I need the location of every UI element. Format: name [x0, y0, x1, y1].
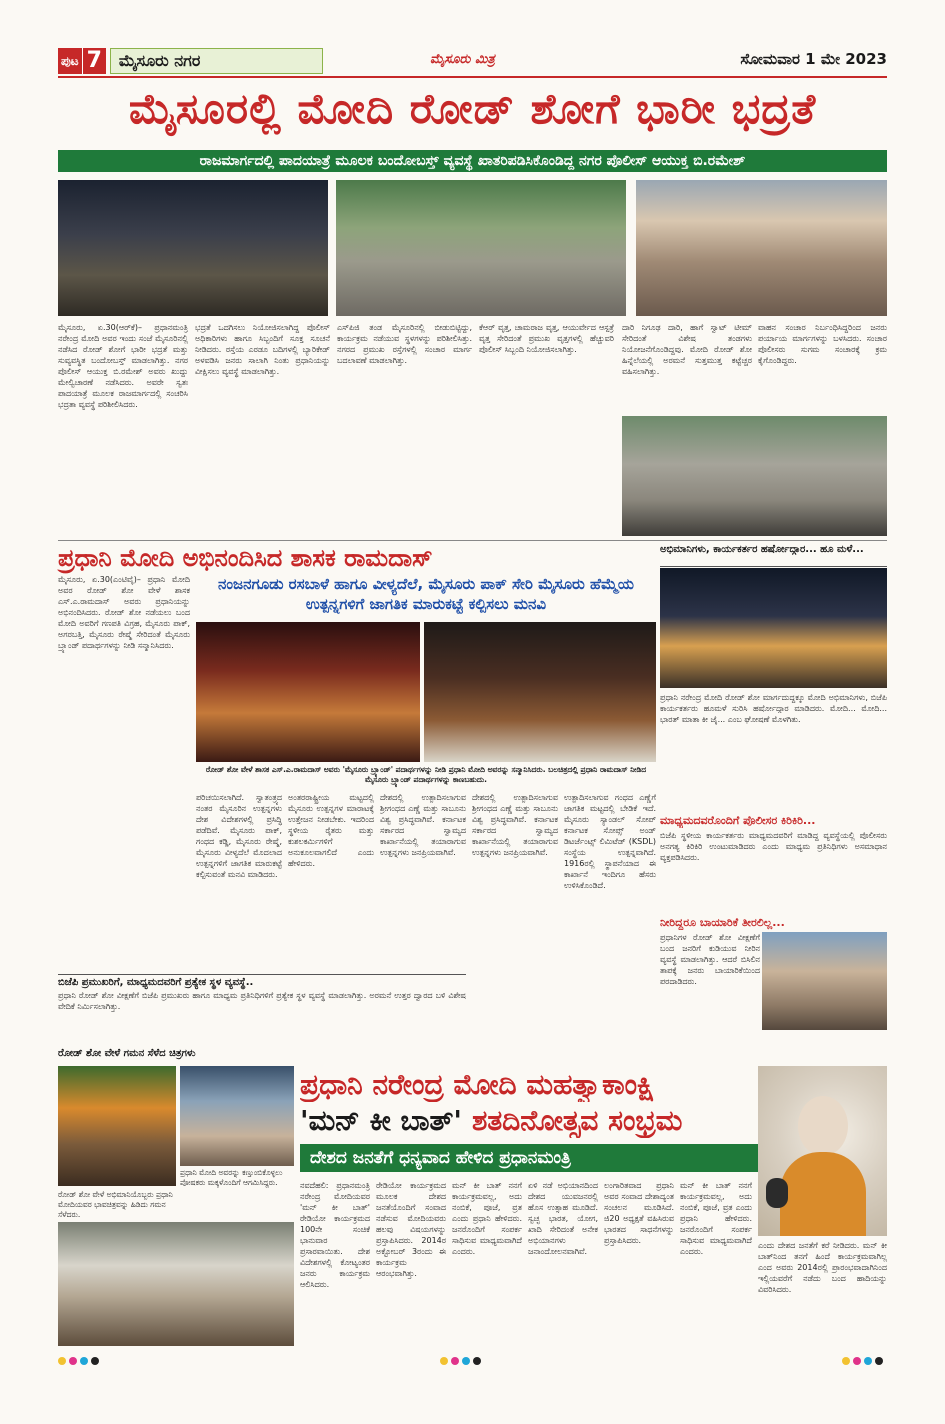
main-subheadline: ರಾಜಮಾರ್ಗದಲ್ಲಿ ಪಾದಯಾತ್ರೆ ಮೂಲಕ ಬಂದೋಬಸ್ತ್ ವ್ಯವಸ್ಥೆ ಖಾತರಿಪಡಿಸಿಕೊಂಡಿದ್ದ ನಗರ ಪೊಲೀಸ್ ಆಯುಕ್ತ ಬಿ.ರಮೇಶ್: [58, 150, 887, 172]
registration-marks-left: [58, 1350, 102, 1369]
story2-col4b: ದೇಶದಲ್ಲಿ ಉತ್ಪಾದಿಸಲಾಗುವ ಶ್ರೀಗಂಧದ ಎಣ್ಣೆ ಮತ್ತು ಸಾಬೂನು ವಿಶ್ವ ಪ್ರಸಿದ್ಧವಾಗಿವೆ. ಕರ್ನಾಟಕ ಸರ್ಕಾರದ ಸ್ವಾಮ್ಯದ ಕಾರ್ಖಾನೆಯಲ್ಲಿ ತಯಾರಾಗುವ ಉತ್ಪನ್ನಗಳು ಜನಪ್ರಿಯವಾಗಿವೆ.: [472, 793, 558, 857]
page-header-left: [58, 48, 323, 74]
story2-headline: ಪ್ರಧಾನಿ ಮೋದಿ ಅಭಿನಂದಿಸಿದ ಶಾಸಕ ರಾಮದಾಸ್: [58, 544, 433, 572]
bjp-media-box-title: ಬಿಜೆಪಿ ಪ್ರಮುಖರಿಗೆ, ಮಾಧ್ಯಮದವರಿಗೆ ಪ್ರತ್ಯೇಕ ಸ್ಥಳ ವ್ಯವಸ್ಥೆ..: [58, 977, 254, 988]
sidebar-fans: [660, 544, 887, 567]
registration-marks-right: [842, 1350, 886, 1369]
story2-col2: ಪರಿಚಯಿಸಲಾಗಿದೆ. ಸ್ವಾತಂತ್ರ್ಯದ ನಂತರ ಮೈಸೂರಿನ ಉತ್ಪನ್ನಗಳು ದೇಶ ವಿದೇಶಗಳಲ್ಲಿ ಪ್ರಸಿದ್ಧಿ ಪಡೆದಿವೆ. ಮೈಸೂರು ಪಾಕ್, ಗಂಧದ ಕಡ್ಡಿ, ಮೈಸೂರು ರೇಷ್ಮೆ, ಮೈಸೂರು ವೀಳ್ಯದೆಲೆ ಮೊದಲಾದ ಉತ್ಪನ್ನಗಳಿಗೆ ಜಾಗತಿಕ ಮಾರುಕಟ್ಟೆ ಕಲ್ಪಿಸುವಂತೆ ಮನವಿ ಮಾಡಿದರು.: [196, 793, 282, 879]
story1-col6: ವಾಹನ ಸಂಚಾರ ನಿರ್ಬಂಧಿಸಿದ್ದರಿಂದ ಜನರು ಪರ್ಯಾಯ ಮಾರ್ಗಗಳನ್ನು ಬಳಸಿದರು. ಸಂಚಾರ ಪೊಲೀಸರು ಸುಗಮ ಸಂಚಾರಕ್ಕೆ ಕ್ರಮ ಕೈಗೊಂಡಿದ್ದರು.: [758, 323, 887, 365]
story1-col1: ಮೈಸೂರು, ಏ.30(ಆರ್‌ಕೆ)– ಪ್ರಧಾನಮಂತ್ರಿ ನರೇಂದ್ರ ಮೋದಿ ಅವರ ಇಂದು ಸಂಜೆ ಮೈಸೂರಿನಲ್ಲಿ ನಡೆಸಿದ ರೋಡ್ ಶೋಗೆ ಭಾರೀ ಭದ್ರತೆ ಮತ್ತು ಸುವ್ಯವಸ್ಥಿತ ಬಂದೋಬಸ್ತ್ ಮಾಡಲಾಗಿತ್ತು. ನಗರ ಪೊಲೀಸ್ ಆಯುಕ್ತ ಬಿ.ರಮೇಶ್ ಅವರು ಖುದ್ದು ಮೇಲ್ವಿಚಾರಣೆ ನಡೆಸಿದರು. ಅವರೇ ಸ್ವತಃ ಪಾದಯಾತ್ರೆ ಮೂಲಕ ರಾಜಮಾರ್ಗದಲ್ಲಿ ಸಂಚರಿಸಿ ಭದ್ರತಾ ವ್ಯವಸ್ಥೆ ಪರಿಶೀಲಿಸಿದರು.: [58, 323, 188, 409]
mkb-col5b: ಮನ್ ಕೀ ಬಾತ್ ನನಗೆ ಕಾರ್ಯಕ್ರಮವಲ್ಲ, ಅದು ನಂಬಿಕೆ, ಪೂಜೆ, ವ್ರತ ಎಂದು ಪ್ರಧಾನಿ ಹೇಳಿದರು. ಜನರೊಂದಿಗೆ ಸಂಪರ್ಕ ಸಾಧಿಸುವ ಮಾಧ್ಯಮವಾಗಿದೆ ಎಂದರು.: [680, 1181, 752, 1256]
story2-deck: ನಂಜನಗೂಡು ರಸಬಾಳೆ ಹಾಗೂ ವೀಳ್ಯದೆಲೆ, ಮೈಸೂರು ಪಾಕ್ ಸೇರಿ ಮೈಸೂರು ಹೆಮ್ಮೆಯ ಉತ್ಪನ್ನಗಳಿಗೆ ಜಾಗತಿಕ ಮಾರುಕಟ್ಟೆ ಕಲ್ಪಿಸಲು ಮನವಿ: [218, 575, 634, 613]
photo-mysuru-brand-gifts: [424, 622, 656, 762]
mkb-col1: ನವದೆಹಲಿ: ಪ್ರಧಾನಮಂತ್ರಿ ನರೇಂದ್ರ ಮೋದಿಯವರ 'ಮನ್ ಕೀ ಬಾತ್' ರೇಡಿಯೋ ಕಾರ್ಯಕ್ರಮದ 100ನೇ ಸಂಚಿಕೆ ಭಾನುವಾರ ಪ್ರಸಾರವಾಯಿತು. ದೇಶ ವಿದೇಶಗಳಲ್ಲಿ ಕೋಟ್ಯಂತರ ಜನರು ಕಾರ್ಯಕ್ರಮ ಆಲಿಸಿದರು.: [300, 1181, 370, 1289]
story2-photo-caption: ರೋಡ್ ಶೋ ವೇಳೆ ಶಾಸಕ ಎಸ್.ಎ.ರಾಮದಾಸ್ ಅವರು 'ಮೈಸೂರು ಬ್ರ್ಯಾಂಡ್' ಪದಾರ್ಥಗಳನ್ನು ನೀಡಿ ಪ್ರಧಾನಿ ಮೋದಿ ಅವರನ್ನು ಸನ್ಮಾನಿಸಿದರು. ಬಲಚಿತ್ರದಲ್ಲಿ ಪ್ರಧಾನಿ ರಾಮದಾಸ್ ನೀಡಿದ ಮೈಸೂರು ಬ್ರ್ಯಾಂಡ್ ಪದಾರ್ಥಗಳನ್ನು ಕಾಣಬಹುದು.: [205, 765, 647, 784]
mkb-col5: ಲಂಗಾರಿತವಾದ ಪ್ರಧಾನಿ ಅವರ ಸಂವಾದ ದೇಶಾದ್ಯಂತ ಸಂಚಲನ ಮೂಡಿಸಿದೆ. ಜಿ20 ಅಧ್ಯಕ್ಷತೆ ವಹಿಸಿರುವ ಭಾರತದ ಸಾಧನೆಗಳನ್ನು ಪ್ರಸ್ತಾಪಿಸಿದರು.: [604, 1181, 674, 1245]
mkb-headline-celebration: ಶತದಿನೋತ್ಸವ ಸಂಭ್ರಮ: [472, 1104, 683, 1137]
photo-flower-shower: [660, 568, 887, 688]
header-rule: [58, 76, 887, 78]
bjp-media-box: [58, 974, 466, 1047]
story1-col3: ಎಸ್‌ಪಿಜಿ ತಂಡ ಮೈಸೂರಿನಲ್ಲಿ ಬೀಡುಬಿಟ್ಟಿದ್ದು, ಕಾರ್ಯಕ್ರಮ ನಡೆಯುವ ಸ್ಥಳಗಳನ್ನು ಪರಿಶೀಲಿಸಿತ್ತು. ನಗರದ ಪ್ರಮುಖ ರಸ್ತೆಗಳಲ್ಲಿ ಸಂಚಾರ ಮಾರ್ಗ ಬದಲಾವಣೆ ಮಾಡಲಾಗಿತ್ತು.: [337, 323, 472, 365]
water-section-text: ಪ್ರಧಾನಿಗಳ ರೋಡ್ ಶೋ ವೀಕ್ಷಣೆಗೆ ಬಂದ ಜನರಿಗೆ ಕುಡಿಯುವ ನೀರಿನ ವ್ಯವಸ್ಥೆ ಮಾಡಲಾಗಿತ್ತು. ಆದರೆ ಬಿಸಿಲಿನ ತಾಪಕ್ಕೆ ಜನರು ಬಾಯಾರಿಕೆಯಿಂದ ಪರದಾಡಿದರು.: [660, 933, 760, 986]
media-section-text: ಬಿಜೆಪಿ ಸ್ಥಳೀಯ ಕಾರ್ಯಕರ್ತರು ಮಾಧ್ಯಮದವರಿಗೆ ಮಾಡಿದ್ದ ವ್ಯವಸ್ಥೆಯಲ್ಲಿ ಪೊಲೀಸರು ಅನಗತ್ಯ ಕಿರಿಕಿರಿ ಉಂಟುಮಾಡಿದರು ಎಂದು ಮಾಧ್ಯಮ ಪ್ರತಿನಿಧಿಗಳು ಅಸಮಾಧಾನ ವ್ಯಕ್ತಪಡಿಸಿದರು.: [660, 831, 887, 862]
story2-col1: ಮೈಸೂರು, ಏ.30(ಎಂಟಿವೈ)– ಪ್ರಧಾನಿ ಮೋದಿ ಅವರ ರೋಡ್ ಶೋ ವೇಳೆ ಶಾಸಕ ಎಸ್.ಎ.ರಾಮದಾಸ್ ಅವರು ಪ್ರಧಾನಿಯನ್ನು ಅಭಿನಂದಿಸಿದರು. ರೋಡ್ ಶೋ ನಡೆಯಲು ಬಂದ ಮೋದಿ ಅವರಿಗೆ ಗಣಪತಿ ವಿಗ್ರಹ, ಮೈಸೂರು ಪಾಕ್, ಅಗರಬತ್ತಿ, ಮೈಸೂರು ರೇಷ್ಮೆ ಸೇರಿದಂತೆ ಮೈಸೂರು ಬ್ರ್ಯಾಂಡ್ ಪದಾರ್ಥಗಳನ್ನು ನೀಡಿ ಸನ್ಮಾನಿಸಿದರು.: [58, 575, 190, 650]
registration-marks-center: [440, 1350, 484, 1369]
sidebar-fans-title: ಅಭಿಮಾನಿಗಳು, ಕಾರ್ಯಕರ್ತರ ಹರ್ಷೋದ್ಗಾರ... ಹೂ ಮಳೆ...: [660, 544, 864, 555]
sidebar-fans-text: ಪ್ರಧಾನಿ ನರೇಂದ್ರ ಮೋದಿ ರೋಡ್ ಶೋ ಮಾರ್ಗದುದ್ದಕ್ಕೂ ಮೋದಿ ಅಭಿಮಾನಿಗಳು, ಬಿಜೆಪಿ ಕಾರ್ಯಕರ್ತರು ಹೂಮಳೆ ಸುರಿಸಿ ಹರ್ಷೋದ್ಗಾರ ಮಾಡಿದರು. ಮೋದಿ... ಮೋದಿ... ಭಾರತ್ ಮಾತಾ ಕೀ ಜೈ... ಎಂಬ ಘೋಷಣೆ ಮೊಳಗಿತು.: [660, 693, 887, 724]
photo-police-crowd: [636, 180, 887, 316]
photo-caption-1: ರೋಡ್ ಶೋ ವೇಳೆ ಅಭಿಮಾನಿಯೊಬ್ಬರು ಪ್ರಧಾನಿ ಮೋದಿಯವರ ಭಾವಚಿತ್ರವನ್ನು ಹಿಡಿದು ಗಮನ ಸೆಳೆದರು.: [58, 1190, 173, 1219]
photo-ramdas-honours-modi: [196, 622, 420, 762]
mkb-headline-line2: [300, 1104, 760, 1138]
photos-box-header: [58, 1048, 294, 1064]
mkb-col3: ಮನ್ ಕೀ ಬಾತ್ ನನಗೆ ಕಾರ್ಯಕ್ರಮವಲ್ಲ, ಅದು ನಂಬಿಕೆ, ಪೂಜೆ, ವ್ರತ ಎಂದು ಪ್ರಧಾನಿ ಹೇಳಿದರು. ಜನರೊಂದಿಗೆ ಸಂಪರ್ಕ ಸಾಧಿಸುವ ಮಾಧ್ಯಮವಾಗಿದೆ ಎಂದರು.: [452, 1181, 522, 1256]
main-headline: ಮೈಸೂರಲ್ಲಿ ಮೋದಿ ರೋಡ್ ಶೋಗೆ ಭಾರೀ ಭದ್ರತೆ: [128, 84, 817, 133]
story1-col5: ದಾರಿ ನಿಗೂಢ ದಾರಿ, ಹಾಗೆ ಸ್ವಾಟ್ ಟೀಮ್ ಸೇರಿದಂತೆ ವಿಶೇಷ ತಂಡಗಳು ನಿಯೋಜನೆಗೊಂಡಿದ್ದವು. ಮೋದಿ ರೋಡ್ ಶೋ ಹಿನ್ನೆಲೆಯಲ್ಲಿ ಅರಮನೆ ಸುತ್ತಮುತ್ತ ಕಟ್ಟೆಚ್ಚರ ವಹಿಸಲಾಗಿತ್ತು.: [622, 323, 752, 376]
page-number: 7: [82, 48, 106, 74]
page-tag: ಪುಟ: [58, 48, 82, 74]
water-section-title: ನೀರಿದ್ದರೂ ಬಾಯಾರಿಕೆ ತೀರಲಿಲ್ಲ...: [660, 916, 785, 929]
modi-portrait-jacket: [780, 1152, 866, 1236]
issue-date: ಸೋಮವಾರ 1 ಮೇ 2023: [740, 50, 887, 68]
photo-road-security: [622, 416, 887, 536]
paper-name: ಮೈಸೂರು ಮಿತ್ರ: [430, 52, 495, 67]
mkb-col6: ಎಂದು ದೇಶದ ಜನತೆಗೆ ಕರೆ ನೀಡಿದರು. ಮನ್ ಕೀ ಬಾತ್‌ನಿಂದ ತನಗೆ ಹಿಂದೆ ಕಾರ್ಯಕ್ರಮವಾಗಿಲ್ಲ ಎಂದ ಅವರು 2014ರಲ್ಲಿ ಪ್ರಾರಂಭವಾದಾಗಿನಿಂದ ಇಲ್ಲಿಯವರೆಗೆ ನಡೆದು ಬಂದ ಹಾದಿಯನ್ನು ವಿವರಿಸಿದರು.: [758, 1241, 887, 1294]
mkb-headline-line1: ಪ್ರಧಾನಿ ನರೇಂದ್ರ ಮೋದಿ ಮಹತ್ವಾಕಾಂಕ್ಷಿ: [300, 1068, 655, 1101]
story1-bottom-rule: [58, 540, 887, 541]
story2-col4: ದೇಶದಲ್ಲಿ ಉತ್ಪಾದಿಸಲಾಗುವ ಶ್ರೀಗಂಧದ ಎಣ್ಣೆ ಮತ್ತು ಸಾಬೂನು ವಿಶ್ವ ಪ್ರಸಿದ್ಧವಾಗಿವೆ. ಕರ್ನಾಟಕ ಸರ್ಕಾರದ ಸ್ವಾಮ್ಯದ ಕಾರ್ಖಾನೆಯಲ್ಲಿ ತಯಾರಾಗುವ ಉತ್ಪನ್ನಗಳು ಜನಪ್ರಿಯವಾಗಿವೆ.: [380, 793, 466, 857]
mkb-subheadline-bar: ದೇಶದ ಜನತೆಗೆ ಧನ್ಯವಾದ ಹೇಳಿದ ಪ್ರಧಾನಮಂತ್ರಿ: [300, 1144, 764, 1172]
modi-portrait-face: [798, 1096, 848, 1156]
section-title: ಮೈಸೂರು ನಗರ: [110, 48, 323, 74]
photo-folk-drummers: [58, 1222, 294, 1346]
photos-box-title: ರೋಡ್ ಶೋ ವೇಳೆ ಗಮನ ಸೆಳೆದ ಚಿತ್ರಗಳು: [58, 1048, 196, 1059]
photo-caption-2: ಪ್ರಧಾನಿ ಮೋದಿ ಅವರನ್ನು ಕಣ್ತುಂಬಿಕೊಳ್ಳಲು ಪೋಷಕರು ಮಕ್ಕಳೊಂದಿಗೆ ಆಗಮಿಸಿದ್ದರು.: [180, 1168, 283, 1187]
photo-fan-with-portrait: [58, 1066, 176, 1186]
media-section-title: ಮಾಧ್ಯಮದವರೊಂದಿಗೆ ಪೊಲೀಸರ ಕಿರಿಕಿರಿ...: [660, 814, 816, 827]
story2-col3: ಅಂತರರಾಷ್ಟ್ರೀಯ ಮಟ್ಟದಲ್ಲಿ ಮೈಸೂರು ಉತ್ಪನ್ನಗಳ ಮಾರಾಟಕ್ಕೆ ಉತ್ತೇಜನ ನೀಡಬೇಕು. ಇದರಿಂದ ಸ್ಥಳೀಯ ರೈತರು ಮತ್ತು ಕುಶಲಕರ್ಮಿಗಳಿಗೆ ಅನುಕೂಲವಾಗಲಿದೆ ಎಂದು ಹೇಳಿದರು.: [288, 793, 374, 868]
story1-col4: ಕೆಆರ್ ವೃತ್ತ, ಚಾಮರಾಜ ವೃತ್ತ, ಆಯುರ್ವೇದ ಆಸ್ಪತ್ರೆ ವೃತ್ತ ಸೇರಿದಂತೆ ಪ್ರಮುಖ ವೃತ್ತಗಳಲ್ಲಿ ಹೆಚ್ಚುವರಿ ಪೊಲೀಸ್ ಸಿಬ್ಬಂದಿ ನಿಯೋಜಿಸಲಾಗಿತ್ತು.: [479, 323, 614, 354]
mkb-col2: ರೇಡಿಯೋ ಕಾರ್ಯಕ್ರಮದ ಮೂಲಕ ದೇಶದ ಜನತೆಯೊಂದಿಗೆ ಸಂವಾದ ನಡೆಸುವ ಮೋದಿಯವರು ಹಲವು ವಿಷಯಗಳನ್ನು ಪ್ರಸ್ತಾಪಿಸಿದರು. 2014ರ ಅಕ್ಟೋಬರ್ 3ರಂದು ಈ ಕಾರ್ಯಕ್ರಮ ಆರಂಭವಾಗಿತ್ತು.: [376, 1181, 446, 1278]
photo-commissioner-walk: [58, 180, 328, 316]
photo-water-stall: [762, 932, 887, 1030]
bjp-media-box-text: ಪ್ರಧಾನಿ ರೋಡ್ ಶೋ ವೀಕ್ಷಣೆಗೆ ಬಿಜೆಪಿ ಪ್ರಮುಖರು ಹಾಗೂ ಮಾಧ್ಯಮ ಪ್ರತಿನಿಧಿಗಳಿಗೆ ಪ್ರತ್ಯೇಕ ಸ್ಥಳ ವ್ಯವಸ್ಥೆ ಮಾಡಲಾಗಿತ್ತು. ಅರಮನೆ ಉತ್ತರ ದ್ವಾರದ ಬಳಿ ವಿಶೇಷ ವೇದಿಕೆ ನಿರ್ಮಿಸಲಾಗಿತ್ತು.: [58, 991, 466, 1011]
story2-col5: ಉತ್ಪಾದಿಸಲಾಗುವ ಗಂಧದ ಎಣ್ಣೆಗೆ ಜಾಗತಿಕ ಮಟ್ಟದಲ್ಲಿ ಬೇಡಿಕೆ ಇದೆ. ಮೈಸೂರು ಸ್ಯಾಂಡಲ್ ಸೋಪ್ ಕರ್ನಾಟಕ ಸೋಪ್ಸ್ ಅಂಡ್ ಡಿಟರ್ಜೆಂಟ್ಸ್ ಲಿಮಿಟೆಡ್ (KSDL) ಸಂಸ್ಥೆಯ ಉತ್ಪನ್ನವಾಗಿದೆ. 1916ರಲ್ಲಿ ಸ್ಥಾಪನೆಯಾದ ಈ ಕಾರ್ಖಾನೆ ಇಂದಿಗೂ ಹೆಸರು ಉಳಿಸಿಕೊಂಡಿದೆ.: [564, 793, 656, 890]
photo-police-barricade: [336, 180, 626, 316]
microphone-icon: [766, 1178, 788, 1208]
story1-col2: ಭದ್ರತೆ ಒದಗಿಸಲು ನಿಯೋಜಿಸಲಾಗಿದ್ದ ಪೊಲೀಸ್ ಅಧಿಕಾರಿಗಳು ಹಾಗೂ ಸಿಬ್ಬಂದಿಗೆ ಸೂಕ್ತ ಸೂಚನೆ ನೀಡಿದರು. ರಸ್ತೆಯ ಎರಡೂ ಬದಿಗಳಲ್ಲಿ ಬ್ಯಾರಿಕೇಡ್ ಅಳವಡಿಸಿ ಜನರು ಸಾಲಾಗಿ ನಿಂತು ಪ್ರಧಾನಿಯನ್ನು ವೀಕ್ಷಿಸಲು ವ್ಯವಸ್ಥೆ ಮಾಡಲಾಗಿತ್ತು.: [195, 323, 330, 376]
mkb-headline-program: 'ಮನ್ ಕೀ ಬಾತ್': [300, 1104, 462, 1137]
photo-parent-with-child: [180, 1066, 294, 1166]
photo-modi-mann-ki-baat: [758, 1066, 887, 1236]
mkb-col4: ಏಳಿ ನಡೆ ಅಭಿಯಾನದಿಂದ ದೇಶದ ಯುವಜನರಲ್ಲಿ ಹೊಸ ಉತ್ಸಾಹ ಮೂಡಿದೆ. ಸ್ವಚ್ಛ ಭಾರತ, ಯೋಗ, ಖಾದಿ ಸೇರಿದಂತೆ ಅನೇಕ ಅಭಿಯಾನಗಳು ಜನಾಂದೋಲನವಾಗಿವೆ.: [528, 1181, 598, 1256]
